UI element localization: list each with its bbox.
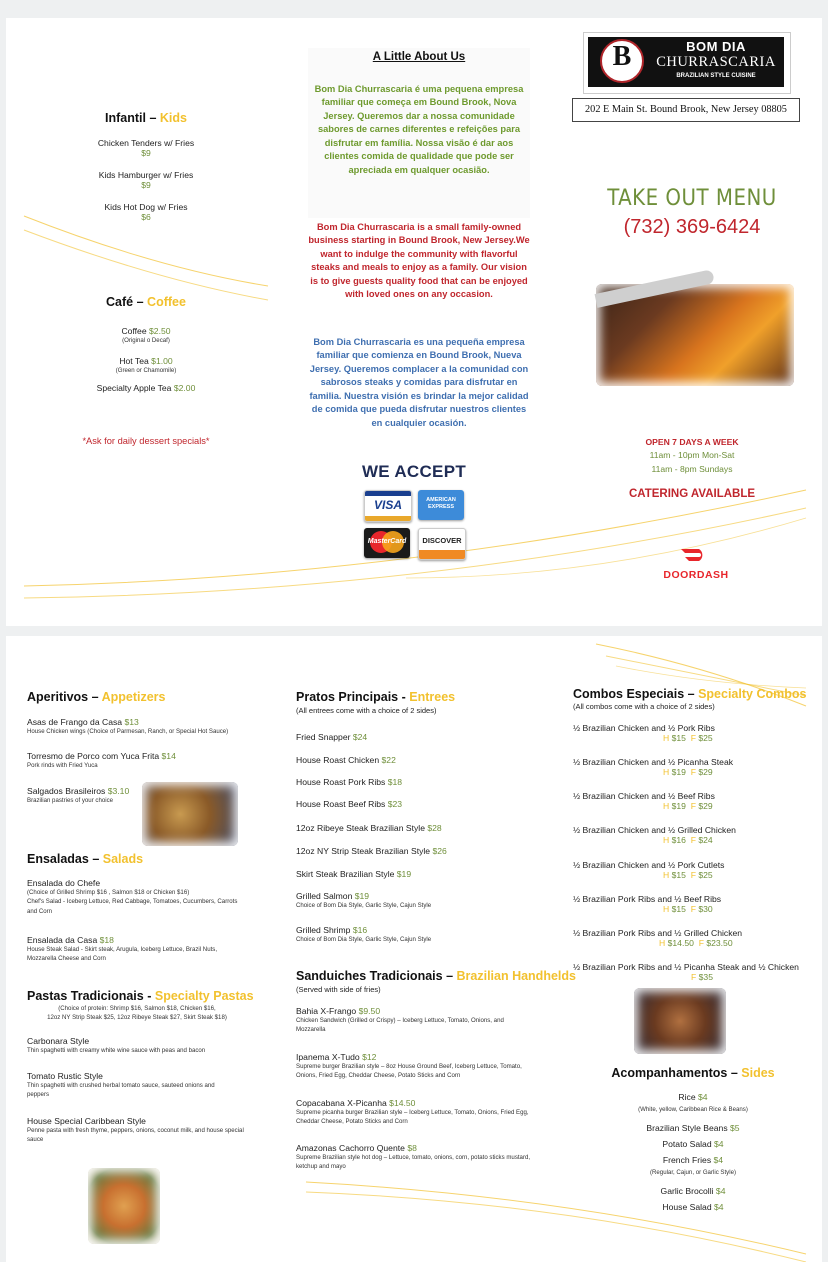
discover-card-icon: DISCOVER	[418, 528, 466, 560]
entrees-note: (All entrees come with a choice of 2 sides)	[296, 706, 437, 715]
menu-item: Garlic Brocolli $4	[660, 1186, 726, 1196]
appetizers-title: Aperitivos – Appetizers	[27, 690, 166, 704]
combo-item: ½ Brazilian Chicken and ½ Pork Ribs H $15 F $25	[573, 723, 715, 743]
menu-item: 12oz NY Strip Steak Brazilian Style $26	[296, 846, 447, 856]
menu-item: House Roast Pork Ribs $18	[296, 777, 403, 787]
mastercard-icon: MasterCard	[364, 528, 410, 558]
combo-item: ½ Brazilian Chicken and ½ Grilled Chicken H $16 F $24	[573, 825, 736, 845]
combos-title: Combos Especiais – Specialty Combos	[573, 687, 807, 701]
combo-item: ½ Brazilian Chicken and ½ Beef Ribs H $19 F $29	[573, 791, 715, 811]
menu-item: 12oz Ribeye Steak Brazilian Style $28	[296, 823, 442, 833]
hours-weekday: 11am - 10pm Mon-Sat	[649, 450, 735, 460]
menu-item: Bahia X-Frango $9.50 Chicken Sandwich (Grilled or Crispy) – Iceberg Lettuce, Tomato, Onions, and Mozzarella	[296, 1006, 504, 1034]
combo-item: ½ Brazilian Pork Ribs and ½ Picanha Steak and ½ Chicken F $35	[573, 962, 799, 982]
combo-item: ½ Brazilian Pork Ribs and ½ Beef Ribs H $15 F $30	[573, 894, 722, 914]
menu-item: Kids Hot Dog w/ Fries $6	[104, 202, 188, 222]
combo-photo	[634, 988, 726, 1054]
handhelds-note: (Served with side of fries)	[296, 985, 381, 994]
menu-item: Carbonara Style Thin spaghetti with creamy white wine sauce with peas and bacon	[27, 1036, 206, 1054]
kids-section-title: Infantil – Kids	[105, 111, 187, 125]
catering-note: CATERING AVAILABLE	[628, 488, 756, 500]
combos-note: (All combos come with a choice of 2 sides)	[573, 702, 715, 711]
menu-item: Rice $4 (White, yellow, Caribbean Rice & Beans)	[638, 1092, 748, 1113]
salads-title: Ensaladas – Salads	[27, 852, 144, 866]
menu-item: House Roast Beef Ribs $23	[296, 799, 403, 809]
combo-item: ½ Brazilian Pork Ribs and ½ Grilled Chicken H $14.50 F $23.50	[573, 928, 743, 948]
menu-item: Skirt Steak Brazilian Style $19	[296, 869, 412, 879]
phone-number: (732) 369-6424	[623, 216, 761, 238]
pasta-protein-note: (Choice of protein: Shrimp $16, Salmon $18, Chicken $16, 12oz NY Strip Steak $25, 12oz Ribeye Steak $27, Skirt Steak $18)	[47, 1005, 227, 1022]
menu-item: Ensalada da Casa $18 House Steak Salad - Skirt steak, Arugula, Iceberg Lettuce, Brazil Nuts, Mozzarella Cheese and Corn	[27, 935, 218, 963]
menu-item: Kids Hamburger w/ Fries $9	[98, 170, 194, 190]
hours-title: OPEN 7 DAYS A WEEK	[645, 437, 739, 447]
visa-card-icon: VISA	[364, 490, 412, 522]
menu-item: Coffee $2.50 (Original o Decaf)	[121, 326, 171, 344]
menu-item: Copacabana X-Picanha $14.50 Supreme picanha burger Brazilian style – Iceberg Lettuce, Tomato, Onions, Fried Egg, Cheddar Cheese, Potato Sticks and Corn	[296, 1098, 529, 1126]
menu-item: Grilled Shrimp $16 Choice of Bom Dia Style, Garlic Style, Cajun Style	[296, 925, 432, 943]
about-title: A Little About Us	[372, 51, 466, 63]
coffee-section-title: Café – Coffee	[106, 295, 186, 309]
entrees-title: Pratos Principais - Entrees	[296, 690, 456, 704]
handhelds-title: Sanduiches Tradicionais – Brazilian Handhelds	[296, 969, 576, 983]
menu-item: House Special Caribbean Style Penne pasta with fresh thyme, peppers, onions, coconut milk, and house special sauce	[27, 1116, 244, 1144]
combo-item: ½ Brazilian Chicken and ½ Picanha Steak H $19 F $29	[573, 757, 734, 777]
we-accept-title: WE ACCEPT	[361, 462, 467, 481]
restaurant-logo: B BOM DIA CHURRASCARIA BRAZILIAN STYLE CUISINE	[583, 32, 791, 94]
sides-title: Acompanhamentos – Sides	[611, 1066, 775, 1080]
menu-item: Asas de Frango da Casa $13 House Chicken wings (Choice of Parmesan, Ranch, or Special Hot Sauce)	[27, 717, 229, 735]
takeout-title: TAKE OUT MENU	[607, 186, 777, 211]
menu-item: Specialty Apple Tea $2.00	[96, 383, 196, 393]
doordash-label: DOORDASH	[663, 569, 729, 581]
restaurant-address: 202 E Main St. Bound Brook, New Jersey 08805	[572, 98, 800, 122]
menu-item: Potato Salad $4	[662, 1139, 724, 1149]
menu-item: House Roast Chicken $22	[296, 755, 396, 765]
menu-page-inside	[6, 636, 822, 1262]
menu-item: French Fries $4 (Regular, Cajun, or Garlic Style)	[649, 1155, 737, 1176]
menu-item: Grilled Salmon $19 Choice of Bom Dia Style, Garlic Style, Cajun Style	[296, 891, 432, 909]
dessert-note: *Ask for daily dessert specials*	[82, 436, 210, 446]
logo-letter: B	[612, 41, 632, 72]
pasta-photo	[88, 1168, 160, 1244]
menu-item: Salgados Brasileiros $3.10 Brazilian pastries of your choice	[27, 786, 130, 804]
about-portuguese: Bom Dia Churrascaria é uma pequena empresa familiar que começa em Bound Brook, Nova Jersey. Queremos dar a nossa comunidade sabores de carnes diferentes e refeições para disfrutar em família. Nossa visão é dar aos clientes comida de qualidade que pode ser apreciada em qualquer ocasião.	[314, 84, 524, 175]
menu-item: Amazonas Cachorro Quente $8 Supreme Brazilian style hot dog – Lettuce, tomato, onions, corn, potato sticks mustard, ketchup and mayo	[296, 1143, 531, 1171]
menu-page-front	[6, 18, 822, 626]
menu-item: Chicken Tenders w/ Fries $9	[97, 138, 195, 158]
about-spanish: Bom Dia Churrascaria es una pequeña empresa familiar que comienza en Bound Brook, Nueva Jersey. Queremos complacer a la comunidad con sabrosos steaks y comidas para disfrutar en familia. Nuestra visión es brindar la mejor calidad de comida que pueda disfrutar nuestros clientes en cualquier ocasión.	[309, 337, 529, 428]
amex-card-icon: AMERICAN EXPRESS	[418, 490, 464, 520]
menu-item: Tomato Rustic Style Thin spaghetti with crushed herbal tomato sauce, sauteed onions and peppers	[27, 1071, 215, 1099]
about-english: Bom Dia Churrascaria is a small family-owned business starting in Bound Brook, New Jersey.We want to indulge the community with flavorful steaks and meals to enjoy as a family. Our vision is to give guests quality food that can be enjoyed with loved ones on any occasion.	[308, 222, 530, 300]
menu-item: Ensalada do Chefe (Choice of Grilled Shrimp $16 , Salmon $18 or Chicken $16) Chef's Salad - Iceberg Lettuce, Red Cabbage, Tomatoes, Cucumbers, Carrots and Corn	[27, 878, 238, 915]
menu-item: House Salad $4	[662, 1202, 724, 1212]
hours-sunday: 11am - 8pm Sundays	[651, 464, 733, 474]
menu-item: Fried Snapper $24	[296, 732, 368, 742]
pastries-photo	[142, 782, 238, 846]
menu-item: Brazilian Style Beans $5	[646, 1123, 740, 1133]
menu-item: Torresmo de Porco com Yuca Frita $14 Pork rinds with Fried Yuca	[27, 751, 176, 769]
menu-item: Ipanema X-Tudo $12 Supreme burger Brazilian style – 8oz House Ground Beef, Iceberg Lettuce, Tomato, Onions, Fried Egg, Cheddar Cheese, Potato Sticks and Corn	[296, 1052, 522, 1080]
combo-item: ½ Brazilian Chicken and ½ Pork Cutlets H $15 F $25	[573, 860, 725, 880]
doordash-icon	[679, 547, 713, 563]
menu-item: Hot Tea $1.00 (Green or Chamomile)	[115, 356, 177, 374]
pastas-title: Pastas Tradicionais - Specialty Pastas	[27, 989, 254, 1003]
steak-photo	[596, 284, 794, 386]
